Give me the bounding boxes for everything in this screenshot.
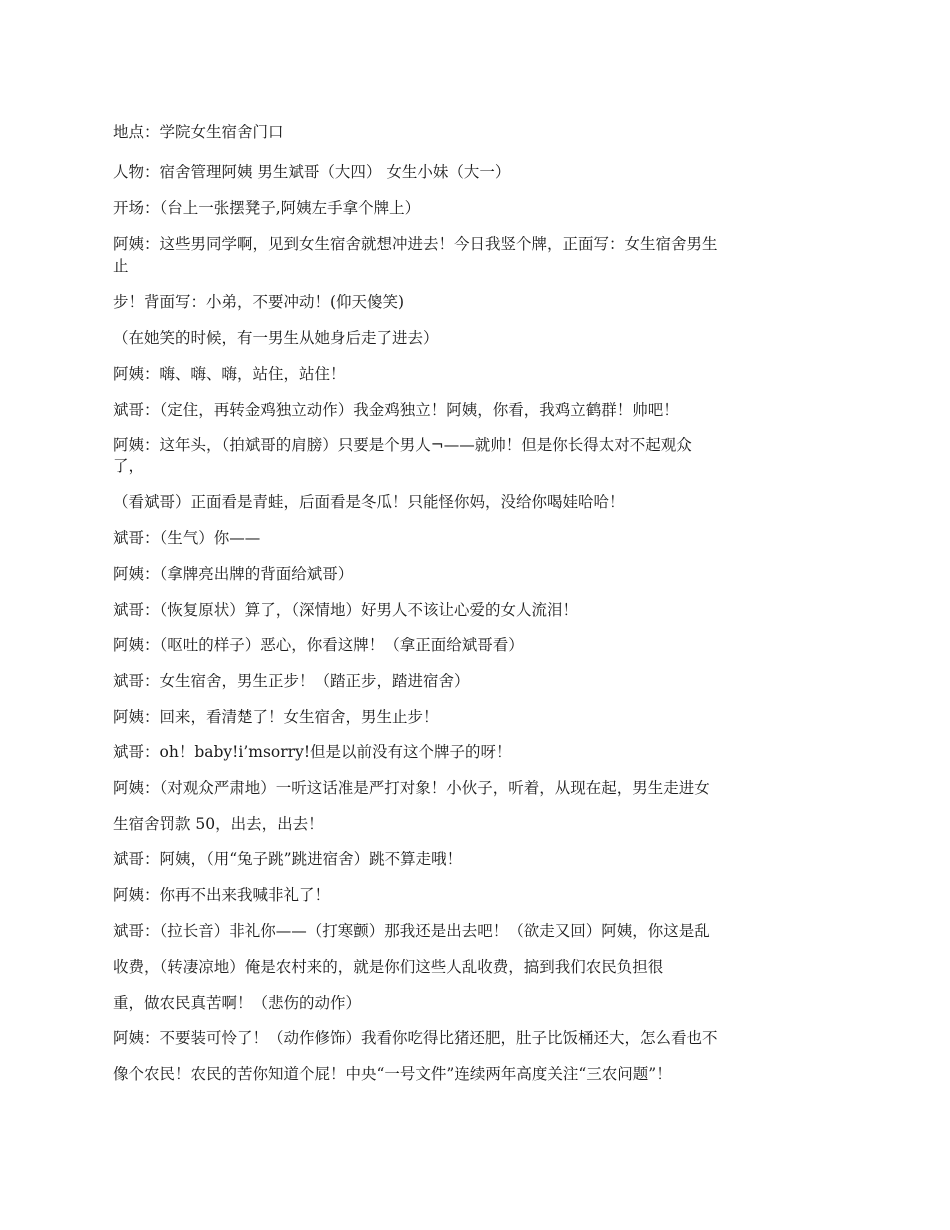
- text-line: 斌哥：（拉长音）非礼你——（打寒颤）那我还是出去吧！（欲走又回）阿姨，你这是乱: [113, 922, 710, 940]
- text-line-characters: 人物：宿舍管理阿姨 男生斌哥（大四） 女生小妹（大一）: [113, 163, 511, 181]
- text-line: 止: [113, 257, 129, 275]
- text-line: 斌哥：（定住，再转金鸡独立动作）我金鸡独立！阿姨，你看，我鸡立鹤群！帅吧！: [113, 401, 679, 419]
- text-line: 斌哥：oh！baby!i’msorry!但是以前没有这个牌子的呀！: [113, 743, 512, 761]
- text-line: 斌哥：（生气）你——: [113, 529, 261, 547]
- text-line: 步！背面写：小弟，不要冲动！(仰天傻笑): [113, 293, 405, 311]
- text-line: 斌哥：女生宿舍，男生正步！（踏正步，踏进宿舍）: [113, 672, 470, 690]
- text-line: 了，: [113, 457, 145, 475]
- text-line: 阿姨：不要装可怜了！（动作修饰）我看你吃得比猪还肥，肚子比饭桶还大，怎么看也不: [113, 1029, 718, 1047]
- text-line: 阿姨：（呕吐的样子）恶心，你看这牌！（拿正面给斌哥看）: [113, 636, 524, 654]
- text-line: （在她笑的时候，有一男生从她身后走了进去）: [113, 329, 439, 347]
- text-line-opening: 开场：（台上一张摆凳子,阿姨左手拿个牌上）: [113, 199, 421, 217]
- text-line: 斌哥：（恢复原状）算了，（深情地）好男人不该让心爱的女人流泪！: [113, 601, 579, 619]
- text-line: （看斌哥）正面看是青蛙，后面看是冬瓜！只能怪你妈，没给你喝娃哈哈！: [113, 493, 625, 511]
- text-line: 阿姨：这年头，（拍斌哥的肩膀）只要是个男人¬——就帅！但是你长得太对不起观众: [113, 436, 692, 454]
- text-line: 阿姨：这些男同学啊，见到女生宿舍就想冲进去！今日我竖个牌，正面写：女生宿舍男生: [113, 235, 718, 253]
- text-line: 像个农民！农民的苦你知道个屁！中央“一号文件”连续两年高度关注“三农问题”！: [113, 1065, 672, 1083]
- text-line-location: 地点：学院女生宿舍门口: [113, 123, 284, 141]
- text-line: 阿姨：（拿牌亮出牌的背面给斌哥）: [113, 565, 354, 583]
- text-line: 斌哥：阿姨，（用“兔子跳”跳进宿舍）跳不算走哦！: [113, 850, 463, 868]
- text-line: 重，做农民真苦啊！（悲伤的动作）: [113, 994, 362, 1012]
- text-line: 阿姨：你再不出来我喊非礼了！: [113, 886, 331, 904]
- text-line: 收费，（转凄凉地）俺是农村来的，就是你们这些人乱收费，搞到我们农民负担很: [113, 958, 664, 976]
- text-line: 阿姨：回来，看清楚了！女生宿舍，男生止步！: [113, 708, 439, 726]
- text-line: 阿姨：嗨、嗨、嗨，站住，站住！: [113, 365, 346, 383]
- text-line: 生宿舍罚款 50，出去，出去！: [113, 815, 324, 833]
- text-line: 阿姨：（对观众严肃地）一听这话准是严打对象！小伙子，听着，从现在起，男生走进女: [113, 779, 710, 797]
